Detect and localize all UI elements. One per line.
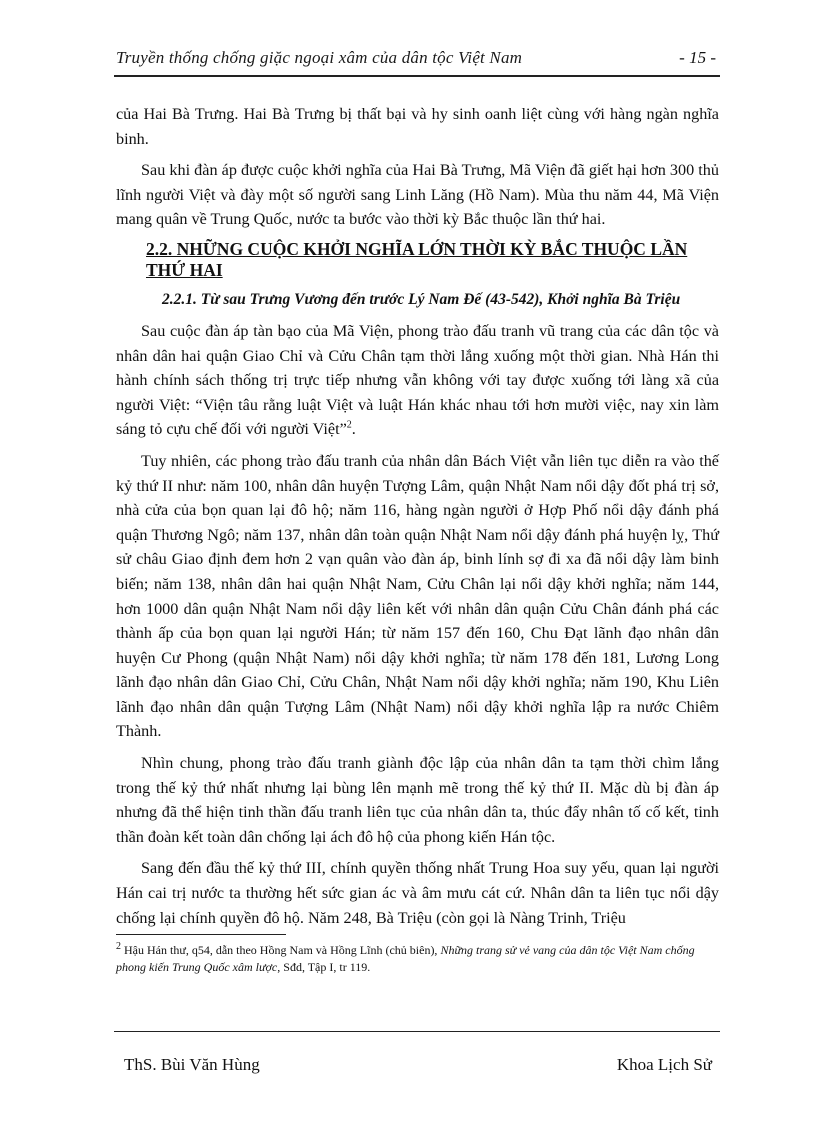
paragraph-5: Nhìn chung, phong trào đấu tranh giành độc lập của nhân dân ta tạm thời chìm lắng trong thế kỷ thứ nhất nhưng lại bùng lên mạnh mẽ trong thế kỷ thứ II. Mặc dù bị đàn áp nhưng đã thể hiện tinh thần đấu tranh liên tục của nhân dân ta, thúc đẩy nhân tố cố kết, tinh thần đoàn kết toàn dân chống lại ách đô hộ của phong kiến Hán tộc.: [116, 754, 719, 846]
footnote-ref[interactable]: 2: [346, 419, 352, 431]
page-number: - 15 -: [679, 48, 716, 67]
footnote-text-after: , Sđd, Tập I, tr 119.: [277, 960, 371, 974]
paragraph-3-end: .: [351, 420, 356, 439]
subsection-heading: 2.2.1. Từ sau Trưng Vương đến trước Lý Nam Đế (43-542), Khởi nghĩa Bà Triệu: [162, 290, 681, 308]
footnote-italic-title: Những trang sử vẻ vang của dân tộc Việt Nam chống phong kiến Trung Quốc xâm lược: [116, 943, 695, 974]
footer-author: ThS. Bùi Văn Hùng: [124, 1055, 260, 1074]
paragraph-4: Tuy nhiên, các phong trào đấu tranh của nhân dân Bách Việt vẫn liên tục diễn ra vào thế kỷ thứ II như: năm 100, nhân dân huyện Tượng Lâm, quận Nhật Nam nổi dậy đốt phá trị sở, nhà cửa của bọn quan lại đô hộ; năm 116, hàng ngàn người ở Hợp Phố nổi dậy đánh phá quận Thương Ngô; năm 137, nhân dân toàn quận Nhật Nam nổi dậy đánh phá huyện lỵ, Thứ sử châu Giao định đem hơn 2 vạn quân vào đàn áp, binh lính sợ đi xa đã nổi dậy làm binh biến; năm 138, nhân dân hai quận Nhật Nam, Cửu Chân lại nổi dậy khởi nghĩa; năm 144, hơn 1000 dân quận Nhật Nam nổi dậy liên kết với nhân dân quận Cửu Chân đánh phá các thành ấp của bọn quan lại người Hán; từ năm 157 đến 160, Chu Đạt lãnh đạo nhân dân huyện Cư Phong (quận Nhật Nam) nổi dậy khởi nghĩa; từ năm 178 đến 181, Lương Long lãnh đạo nhân dân Giao Chỉ, Cửu Chân, Nhật Nam nổi dậy khởi nghĩa; năm 190, Khu Liên lãnh đạo nhân dân quận Tượng Lâm (Nhật Nam) nổi dậy khởi nghĩa lập ra nước Chiêm Thành.: [116, 451, 719, 741]
paragraph-6: Sang đến đầu thế kỷ thứ III, chính quyền thống nhất Trung Hoa suy yếu, quan lại người Hán cai trị nước ta thường hết sức gian ác và âm mưu cát cứ. Nhân dân ta liên tục nổi dậy chống lại chính quyền đô hộ. Năm 248, Bà Triệu (còn gọi là Nàng Trinh, Triệu: [116, 859, 719, 927]
page-header: [114, 48, 720, 74]
footnote-number: 2: [116, 941, 121, 952]
main-content: [116, 102, 719, 937]
paragraph-3-text: Sau cuộc đàn áp tàn bạo của Mã Viện, phong trào đấu tranh vũ trang của các dân tộc và nhân dân hai quận Giao Chỉ và Cửu Chân tạm thời lắng xuống một thời gian. Nhà Hán thi hành chính sách thống trị trực tiếp nhưng vẫn không với tay được xuống tới làng xã của người Việt: “Viện tâu rằng luật Việt và luật Hán khác nhau tới hơn mười việc, nay xin làm sáng tỏ cựu chế đối với người Việt”: [116, 321, 719, 439]
footnote: [116, 942, 719, 976]
footnote-text-before: Hậu Hán thư, q54, dẫn theo Hồng Nam và Hồng Lĩnh (chủ biên),: [121, 943, 441, 957]
footer-divider: [114, 1031, 720, 1032]
footnote-divider: [116, 934, 286, 935]
paragraph-1: của Hai Bà Trưng. Hai Bà Trưng bị thất bại và hy sinh oanh liệt cùng với hàng ngàn nghĩa binh.: [116, 105, 719, 148]
paragraph-3: [116, 319, 719, 442]
paragraph-2: Sau khi đàn áp được cuộc khởi nghĩa của Hai Bà Trưng, Mã Viện đã giết hại hơn 300 thủ lĩnh người Việt và đày một số người sang Linh Lăng (Hồ Nam). Mùa thu năm 44, Mã Viện mang quân về Trung Quốc, nước ta bước vào thời kỳ Bắc thuộc lần thứ hai.: [116, 161, 719, 229]
header-divider: [114, 75, 720, 77]
footer-department: Khoa Lịch Sử: [616, 1055, 712, 1074]
section-heading: 2.2. NHỮNG CUỘC KHỞI NGHĨA LỚN THỜI KỲ BẮC THUỘC LẦN THỨ HAI: [146, 238, 688, 280]
header-title: Truyền thống chống giặc ngoại xâm của dân tộc Việt Nam: [116, 48, 523, 67]
